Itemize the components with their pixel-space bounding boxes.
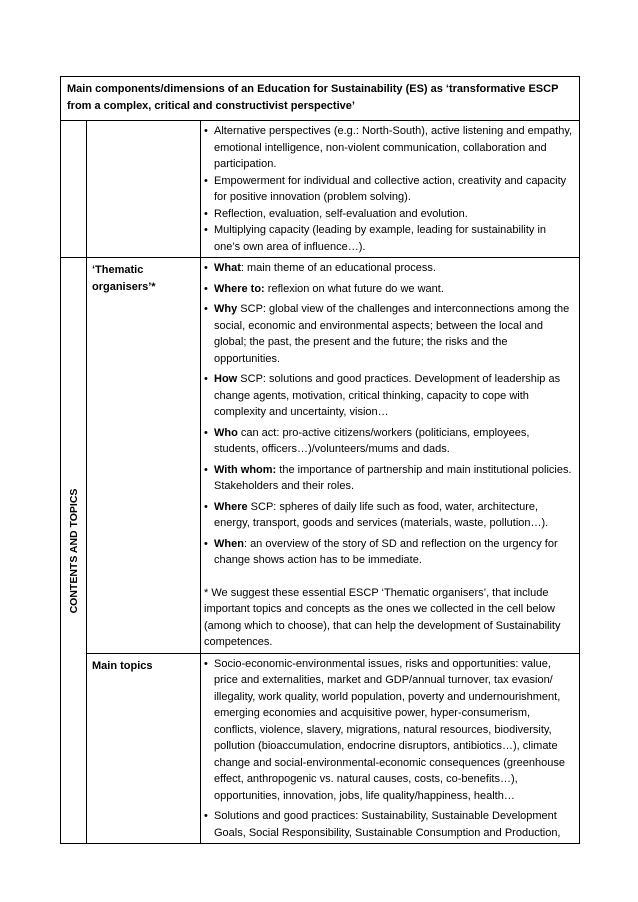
list-item: • Multiplying capacity (leading by example, leading for sustainability in one’s own area of influence…). [204, 222, 573, 255]
item-key: When [214, 537, 244, 550]
item-text: SCP: solutions and good practices. Development of leadership as change agents, motivation, critical thinking, capacity to cope with complexity and uncertainty, vision… [214, 373, 561, 418]
item-text: : main theme of an educational process. [240, 262, 436, 274]
table-row-continuation [61, 121, 580, 258]
item-key: Where to: [214, 282, 265, 295]
item-text: SCP: spheres of daily life such as food, water, architecture, energy, transport, goods and services (materials, waste, pollution…). [214, 500, 549, 529]
item-key: What [214, 262, 241, 274]
list-item [204, 536, 573, 569]
list-item [204, 301, 573, 367]
item-text: SCP: global view of the challenges and interconnections among the social, economic and environmental aspects; between the local and global; the past, the present and the future; the risks and the opportunities. [214, 303, 570, 365]
list-item: • Solutions and good practices: Sustainability, Sustainable Development Goals, Social Responsibility, Sustainable Consumption and Production, [204, 808, 573, 841]
empty-cell [61, 121, 87, 258]
item-text: : an overview of the story of SD and reflection on the urgency for change shows action has to be immediate. [214, 537, 558, 566]
item-key: Where [214, 500, 248, 513]
item-key: Why [214, 303, 238, 315]
continuation-cell [201, 121, 580, 258]
table-row-thematic [61, 258, 580, 654]
item-key: With whom: [214, 463, 277, 476]
item-key: Who [214, 426, 238, 439]
bullet-list [204, 123, 573, 255]
thematic-label: ‘Thematic organisers’* [87, 258, 201, 654]
list-item: • Reflection, evaluation, self-evaluation and evolution. [204, 206, 573, 223]
main-topics-label: Main topics [87, 653, 201, 844]
item-key: How [214, 373, 238, 385]
competences-table [60, 76, 580, 844]
list-item [204, 462, 573, 495]
list-item [204, 281, 573, 298]
main-topics-cell [201, 653, 580, 844]
table-title: Main components/dimensions of an Education for Sustainability (ES) as ‘transformative ESCP from a complex, critical and constructivist perspective’ [61, 77, 580, 121]
item-text: can act: pro-active citizens/workers (politicians, employees, students, officers…)/volunteers/mums and dads. [214, 426, 530, 455]
item-text: reflexion on what future do we want. [264, 282, 444, 295]
footnote: * We suggest these essential ESCP ‘Thematic organisers’, that include important topics and concepts as the ones we collected in the cell below (among which to choose), that can help the development of Sustainability competences. [204, 586, 561, 648]
list-item: • Socio-economic-environmental issues, risks and opportunities: value, price and externalities, market and GDP/annual turnover, tax evasion/ illegality, work quality, world population, poverty and undernourishment, emerging economies and acquisitive power, hyper-consumerism, conflicts, violence, slavery, migrations, natural resources, biodiversity, pollution (bioaccumulation, endocrine disruptors, antibiotics…), climate change and social-environmental-economic consequences (greenhouse effect, anthropogenic vs. natural causes, costs, co-benefits…), opportunities, innovation, jobs, life quality/happiness, health… [204, 656, 573, 805]
main-topics-list [204, 656, 573, 842]
list-item [204, 371, 573, 421]
list-item: • Empowerment for individual and collective action, creativity and capacity for positive innovation (problem solving). [204, 173, 573, 206]
empty-cell [87, 121, 201, 258]
thematic-cell [201, 258, 580, 654]
table-row-main-topics [61, 653, 580, 844]
thematic-list [204, 260, 573, 569]
list-item [204, 425, 573, 458]
item-text: the importance of partnership and main institutional policies. Stakeholders and their roles. [214, 463, 572, 492]
list-item: • Alternative perspectives (e.g.: North-South), active listening and empathy, emotional intelligence, non-violent communication, collaboration and participation. [204, 123, 573, 173]
list-item [204, 260, 573, 277]
section-label-cell [61, 258, 87, 844]
section-label: CONTENTS AND TOPICS [67, 488, 80, 613]
table-header-row [61, 77, 580, 121]
list-item [204, 499, 573, 532]
